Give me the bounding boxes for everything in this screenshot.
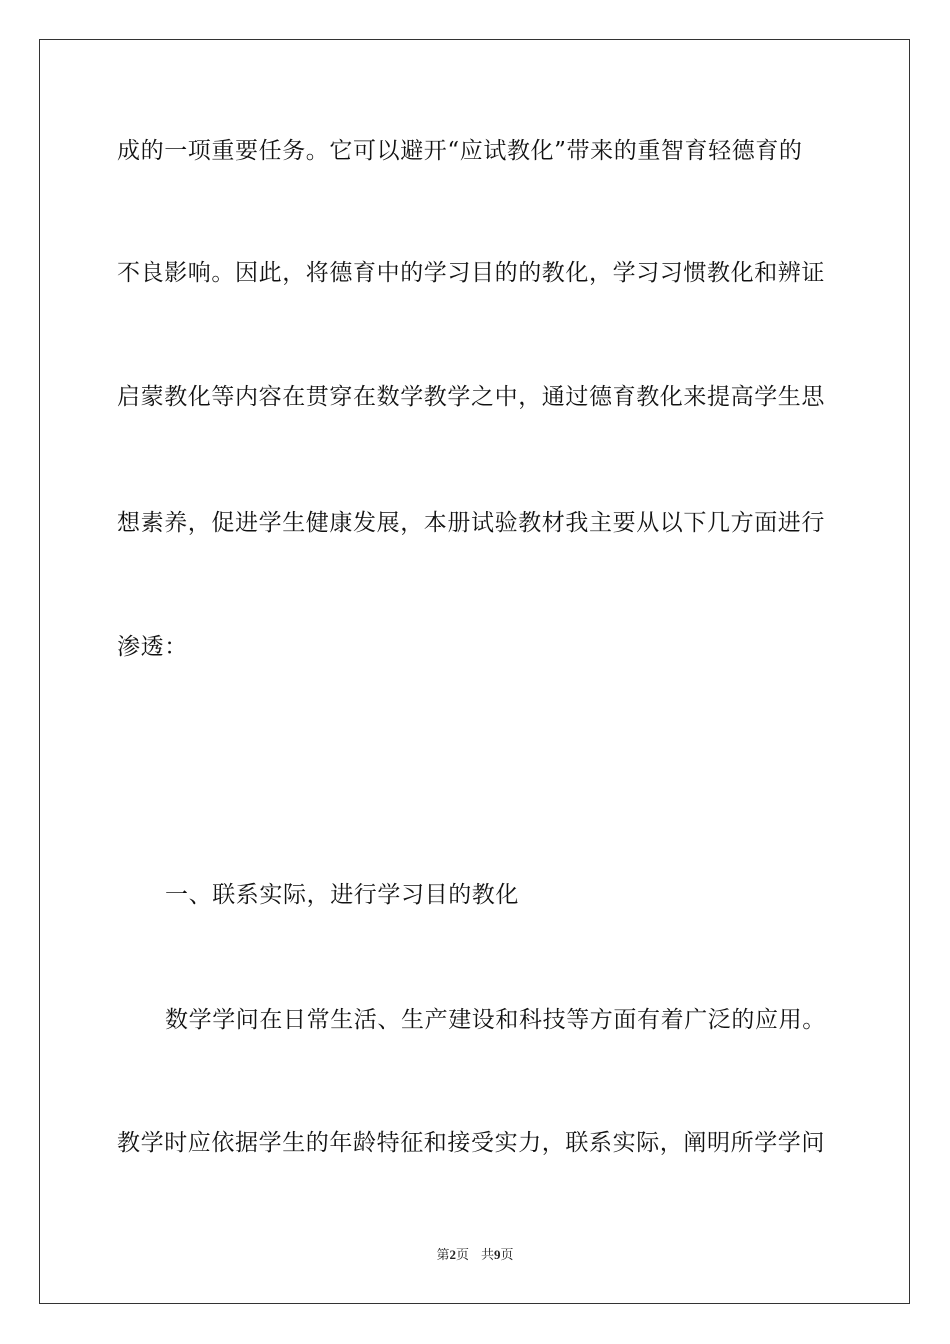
body-text-line: 不良影响。因此，将德育中的学习目的的教化，学习习惯教化和辨证 [117, 260, 825, 286]
page-suffix: 页 [455, 1248, 469, 1263]
total-suffix: 页 [500, 1248, 514, 1263]
page-footer [0, 1246, 950, 1265]
total-pages-number: 9 [494, 1247, 501, 1262]
body-text-line: 教学时应依据学生的年龄特征和接受实力，联系实际，阐明所学学问 [117, 1130, 825, 1156]
body-text-line: 成的一项重要任务。它可以避开“应试教化”带来的重智育轻德育的 [117, 138, 803, 164]
body-text-line: 想素养，促进学生健康发展，本册试验教材我主要从以下几方面进行 [117, 510, 825, 536]
body-text-line: 启蒙教化等内容在贯穿在数学教学之中，通过德育教化来提高学生思 [117, 384, 825, 410]
paragraph-first-line: 数学学问在日常生活、生产建设和科技等方面有着广泛的应用。 [165, 1007, 826, 1033]
section-heading: 一、联系实际，进行学习目的教化 [165, 882, 519, 908]
current-page-number: 2 [449, 1247, 456, 1262]
total-prefix: 共 [481, 1248, 495, 1263]
page-border [39, 39, 910, 1304]
page-prefix: 第 [436, 1248, 450, 1263]
body-text-line: 渗透： [117, 634, 188, 660]
